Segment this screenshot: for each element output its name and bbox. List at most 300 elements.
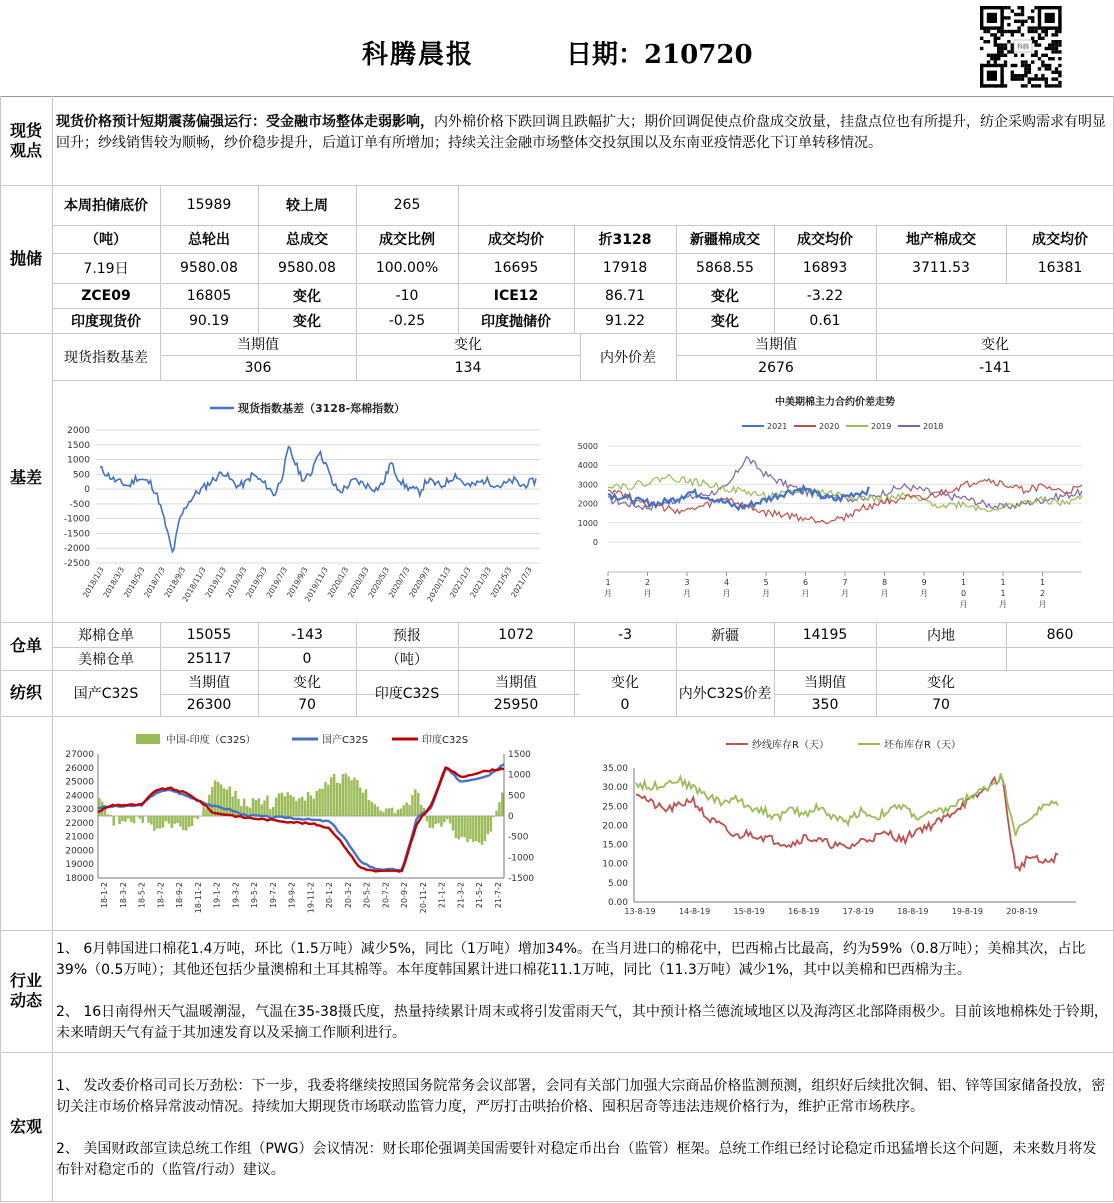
india-reserve-value: 91.22: [604, 312, 646, 329]
diff-bar: [272, 807, 274, 816]
x-tick-label: 18-9-2: [175, 882, 185, 909]
diff-bar: [495, 811, 497, 816]
x-tick-label: 8 月: [880, 578, 889, 598]
x-tick-label: 19-8-19: [951, 907, 984, 916]
x-tick-label: 6 月: [801, 578, 810, 598]
xinjiang-value: 14195: [802, 626, 848, 643]
qr-module: [1048, 43, 1051, 46]
qr-module: [1024, 64, 1027, 67]
reserve-3128: 17918: [602, 260, 648, 276]
reserve-total-out-header: 总轮出: [188, 232, 230, 248]
diff-bar: [292, 797, 294, 816]
diff-bar: [368, 800, 370, 816]
qr-logo-text: 科腾: [1016, 44, 1030, 51]
reserve-avg-price: 16695: [493, 260, 539, 276]
qr-module: [1028, 81, 1031, 84]
diff-bar: [179, 816, 181, 827]
x-tick-label: 9 月: [920, 578, 928, 598]
x-tick-label: 21-1-2: [437, 882, 447, 909]
qr-module: [1051, 43, 1054, 46]
reserve-local-deal: 3711.53: [912, 260, 970, 276]
industry-news-2: 2、 16日南得州天气温暖潮湿，气温在35-38摄氏度，热量持续累计周末或将引发雷雨天气，其中预计格兰德流域地区以及海湾区北部降雨极少。目前该地棉株处于铃期，未来晴朗天气有益于其加速发育以及采摘工作顺利进行。: [56, 1004, 1108, 1041]
y-tick-label: -500: [69, 499, 90, 510]
qr-module: [1051, 57, 1054, 60]
x-tick-label: 21-5-2: [475, 882, 485, 909]
qr-module: [1024, 71, 1027, 74]
qr-module: [1011, 33, 1014, 36]
diff-bar: [437, 816, 439, 823]
diff-bar: [260, 804, 262, 816]
diff-bar: [110, 815, 112, 816]
diff-bar: [194, 816, 196, 818]
diff-bar: [440, 816, 442, 827]
qr-module: [1055, 77, 1058, 80]
spot-view-body: 内外棉价格下跌回调且跌幅扩大；期价回调促使点价盘成交放量，挂盘点位也有所提升，纺企采购需求有明显回升；纱线销售较为顺畅，纱价稳步提升，后道订单有所增加；持续关注金融市场整体交投氛围以及东南亚疫情恶化下订单转移情况。: [56, 114, 1106, 151]
qr-module: [990, 57, 993, 60]
x-tick-label: 20-8-19: [1006, 907, 1038, 916]
domestic-c32s-change-header: 变化: [293, 675, 321, 691]
qr-module: [990, 33, 993, 36]
y-tick-label: 500: [72, 470, 90, 481]
x-tick-label: 19-1-2: [212, 882, 222, 909]
qr-module: [1000, 47, 1003, 50]
x-tick-label: 1 月: [604, 578, 612, 598]
domestic-c32s-change: 70: [298, 697, 316, 713]
x-tick-label: 2021/3/3: [468, 565, 493, 600]
diff-bar: [455, 816, 457, 838]
x-tick-label: 2021/1/3: [447, 565, 473, 600]
section-label-basis: 基差: [9, 467, 42, 487]
qr-module: [1045, 67, 1048, 70]
diff-bar: [324, 782, 326, 816]
diff-bar: [400, 809, 402, 816]
diff-bar: [350, 780, 352, 816]
diff-bar: [147, 816, 149, 823]
diff-bar: [107, 814, 109, 816]
india-c32s-value: 25950: [493, 697, 539, 713]
diff-bar: [200, 816, 202, 817]
diff-bar: [191, 816, 193, 826]
spread-series-2019: [608, 474, 1082, 511]
qr-module: [1045, 54, 1048, 57]
qr-module: [1038, 37, 1041, 40]
qr-module: [1017, 13, 1020, 16]
reserve-total-deal: 9580.08: [278, 260, 336, 276]
y2-tick-label: 0: [508, 812, 514, 822]
x-tick-label: 2019/11/3: [302, 565, 330, 604]
qr-module: [1004, 6, 1007, 9]
qr-finder-core: [1045, 13, 1055, 23]
diff-bar: [379, 811, 381, 816]
qr-finder-core: [987, 71, 997, 81]
qr-module: [1014, 74, 1017, 77]
qr-module: [994, 60, 997, 63]
qr-module: [1034, 84, 1037, 87]
diff-bar: [284, 796, 286, 816]
legend-label-basis: 现货指数基差（3128-郑棉指数）: [238, 402, 406, 415]
c32s-chart: [56, 722, 535, 927]
india-reserve-label: 印度抛储价: [481, 313, 551, 330]
diff-bar: [385, 808, 387, 816]
diff-bar: [150, 816, 152, 825]
reserve-3128-header: 折3128: [598, 232, 652, 248]
qr-module: [1014, 30, 1017, 33]
diff-bar: [434, 816, 436, 824]
x-tick-label: 2021/7/3: [509, 565, 534, 600]
y2-tick-label: 500: [508, 791, 526, 802]
reserve-deal-ratio: 100.00%: [375, 260, 439, 276]
legend-label: 国产C32S: [322, 735, 369, 746]
india-c32s-change-header: 变化: [611, 675, 639, 691]
diff-bar: [121, 816, 123, 821]
qr-module: [994, 57, 997, 60]
qr-module: [1028, 71, 1031, 74]
diff-bar: [359, 788, 361, 816]
qr-module: [1058, 43, 1061, 46]
diff-bar: [298, 798, 300, 816]
c32s-spread-label: 内外C32S价差: [678, 686, 772, 702]
diff-bar: [327, 785, 329, 816]
x-tick-label: 2018/11/3: [180, 565, 208, 604]
diff-bar: [156, 816, 158, 828]
reserve-local-avg: 16381: [1037, 260, 1083, 276]
qr-module: [1038, 43, 1041, 46]
qr-module: [1034, 74, 1037, 77]
qr-module: [1000, 33, 1003, 36]
qr-module: [987, 40, 990, 43]
qr-module: [1014, 54, 1017, 57]
y-tick-label: 0.00: [607, 898, 628, 908]
qr-module: [1038, 77, 1041, 80]
qr-module: [1014, 64, 1017, 67]
x-tick-label: 18-8-19: [897, 907, 929, 916]
qr-module: [1055, 71, 1058, 74]
c32s-spread-current-header: 当期值: [804, 675, 846, 691]
forecast-value: 1072: [498, 626, 534, 643]
qr-module: [1055, 84, 1058, 87]
x-tick-label: 1 1 月: [999, 578, 1007, 609]
qr-module: [994, 43, 997, 46]
diff-bar: [490, 816, 492, 832]
qr-module: [1051, 71, 1054, 74]
qr-finder-core: [987, 13, 997, 23]
x-tick-label: 2020/9/3: [407, 565, 432, 600]
qr-module: [1007, 50, 1010, 53]
diff-bar: [162, 816, 164, 828]
india-spot-change-label: 变化: [293, 313, 321, 330]
y-tick-label: 26000: [65, 763, 94, 774]
diff-bar: [408, 805, 410, 816]
qr-module: [1055, 67, 1058, 70]
section-label-warehouse: 仓单: [9, 636, 42, 655]
diff-bar: [376, 807, 378, 816]
qr-module: [1031, 77, 1034, 80]
x-tick-label: 1 2 月: [1038, 578, 1047, 609]
reserve-total-deal-header: 总成交: [286, 232, 328, 248]
qr-module: [1058, 71, 1061, 74]
legend-label: 2018: [923, 422, 944, 431]
qr-module: [1031, 54, 1034, 57]
ice12-label: ICE12: [493, 287, 539, 304]
basis-change-value: 134: [454, 359, 482, 376]
qr-module: [1055, 47, 1058, 50]
diff-bar: [255, 800, 257, 816]
reserve-vs-last-week-label: 较上周: [286, 198, 328, 214]
zce09-change: -10: [395, 287, 419, 304]
diff-bar: [287, 792, 289, 816]
x-tick-label: 21-7-2: [494, 882, 503, 909]
legend-label: 中国-印度（C32S）: [166, 735, 256, 746]
reserve-local-avg-header: 成交均价: [1032, 232, 1088, 248]
x-tick-label: 2 月: [643, 578, 652, 598]
basis-change-header: 变化: [454, 337, 482, 353]
forecast-unit: （吨）: [386, 651, 428, 668]
qr-module: [1007, 16, 1010, 19]
ice12-change: -3.22: [806, 287, 844, 304]
reserve-deal-ratio-header: 成交比例: [379, 232, 435, 248]
us-warehouse-change: 0: [302, 650, 312, 667]
y-tick-label: 24000: [65, 791, 94, 802]
qr-module: [1041, 64, 1044, 67]
qr-module: [1034, 77, 1037, 80]
qr-module: [1045, 77, 1048, 80]
spread-series-2020: [608, 479, 1082, 524]
qr-module: [1058, 74, 1061, 77]
y-tick-label: 30.00: [602, 783, 628, 794]
x-tick-label: 19-7-2: [268, 882, 278, 909]
qr-module: [1028, 26, 1031, 29]
legend-label: 坯布库存R（天）: [884, 740, 961, 751]
qr-module: [987, 60, 990, 63]
qr-module: [1004, 54, 1007, 57]
diff-bar: [382, 812, 384, 816]
legend-label: 2020: [819, 422, 840, 431]
legend-label: 2021: [767, 422, 788, 431]
diff-bar: [353, 778, 355, 816]
qr-module: [1028, 16, 1031, 19]
qr-module: [983, 30, 986, 33]
qr-module: [1011, 9, 1014, 12]
reserve-xinjiang-avg: 16893: [802, 260, 848, 276]
diff-bar: [171, 816, 173, 828]
x-tick-label: 20-5-2: [362, 882, 372, 909]
qr-module: [1058, 57, 1061, 60]
x-tick-label: 4 月: [722, 578, 731, 598]
diff-bar: [443, 816, 445, 822]
y-tick-label: 10.00: [602, 859, 628, 870]
y-tick-label: 18000: [65, 874, 94, 884]
diff-bar: [168, 816, 170, 824]
x-tick-label: 20-11-2: [418, 882, 428, 914]
x-tick-label: 2019/7/3: [264, 565, 290, 600]
qr-module: [1017, 30, 1020, 33]
macro-news-1: 1、 发改委价格司司长万劲松：下一步，我委将继续按照国务院常务会议部署，会同有关部门加强大宗商品价格监测预测，组织好后续批次铜、铝、锌等国家储备投放，密切关注市场价格异常波动情况。持续加大期现货市场联动监管力度，严厉打击哄抬价格、囤积居奇等违法违规价格行为，维护正常市场秩序。: [56, 1078, 1106, 1115]
ice12-change-label: 变化: [711, 288, 739, 305]
zce09-value: 16805: [186, 287, 232, 304]
diff-bar: [176, 816, 178, 823]
qr-module: [1017, 6, 1020, 9]
domestic-c32s-label: 国产C32S: [73, 686, 139, 702]
report-date: 日期：210720: [566, 40, 753, 70]
qr-module: [1051, 77, 1054, 80]
diff-bar: [304, 801, 306, 816]
diff-bar: [217, 782, 219, 816]
y-tick-label: 0: [592, 538, 598, 547]
diff-bar: [142, 816, 144, 823]
c32s-spread-change: 70: [932, 697, 950, 713]
qr-module: [997, 50, 1000, 53]
qr-module: [1021, 60, 1024, 63]
qr-module: [1055, 40, 1058, 43]
diff-bar: [220, 784, 222, 816]
qr-module: [1058, 84, 1061, 87]
forecast-label: 预报: [393, 627, 421, 644]
qr-module: [1021, 9, 1024, 12]
qr-module: [1038, 57, 1041, 60]
diff-bar: [330, 777, 332, 816]
y-tick-label: 4000: [577, 461, 598, 471]
qr-module: [1011, 43, 1014, 46]
y-tick-label: -1500: [63, 529, 90, 540]
diff-bar: [295, 801, 297, 816]
qr-module: [1041, 54, 1044, 57]
diff-bar: [345, 774, 347, 816]
qr-module: [1031, 20, 1034, 23]
diff-bar: [159, 816, 161, 828]
qr-module: [1051, 50, 1054, 53]
x-tick-label: 7 月: [841, 578, 849, 598]
qr-module: [1055, 43, 1058, 46]
x-tick-label: 2020/3/3: [346, 565, 371, 600]
qr-module: [1004, 30, 1007, 33]
diff-bar: [188, 816, 190, 827]
basis-current-value: 306: [244, 359, 272, 376]
reserve-date: 7.19日: [83, 261, 129, 277]
qr-module: [1045, 30, 1048, 33]
qr-module: [1031, 37, 1034, 40]
x-tick-label: 2019/1/3: [203, 565, 229, 600]
domestic-c32s-current-header: 当期值: [188, 675, 230, 691]
qr-module: [1034, 30, 1037, 33]
qr-module: [1021, 77, 1024, 80]
qr-module: [1041, 60, 1044, 63]
x-tick-label: 14-8-19: [678, 907, 711, 916]
diff-bar: [269, 809, 271, 816]
qr-module: [1028, 64, 1031, 67]
y-tick-label: 3000: [577, 480, 598, 490]
ice12-value: 86.71: [604, 287, 646, 304]
diff-bar: [458, 816, 460, 839]
india-c32s-label: 印度C32S: [374, 686, 440, 702]
x-tick-label: 16-8-19: [788, 907, 820, 916]
diff-bar: [197, 816, 199, 819]
diff-bar: [281, 793, 283, 816]
diff-bar: [182, 816, 184, 830]
diff-bar: [411, 795, 413, 816]
diff-bar: [113, 816, 115, 826]
x-tick-label: 2020/5/3: [366, 565, 392, 600]
x-tick-label: 19-9-2: [287, 882, 297, 909]
x-tick-label: 19-11-2: [306, 882, 316, 914]
qr-module: [1014, 77, 1017, 80]
qr-module: [1038, 84, 1041, 87]
page-title: 科腾晨报: [362, 40, 475, 70]
qr-module: [994, 33, 997, 36]
diff-bar: [371, 802, 373, 816]
diff-bar: [405, 803, 407, 816]
diff-bar: [127, 816, 129, 819]
diff-bar: [469, 816, 471, 839]
section-label-textile: 纺织: [9, 683, 42, 702]
qr-module: [1007, 40, 1010, 43]
xinjiang-label: 新疆: [711, 627, 739, 644]
qr-module: [1028, 77, 1031, 80]
y-tick-label: -1000: [63, 514, 90, 525]
diff-bar: [414, 789, 416, 816]
reserve-base-price-label: 本周拍储底价: [64, 198, 148, 214]
qr-module: [1034, 6, 1037, 9]
x-tick-label: 2019/9/3: [284, 565, 310, 600]
zce09-change-label: 变化: [293, 288, 321, 305]
qr-module: [1011, 74, 1014, 77]
diff-bar: [173, 816, 175, 824]
section-label-reserve: 抛储: [9, 249, 42, 268]
x-tick-label: 2020/7/3: [386, 565, 412, 600]
qr-module: [1034, 54, 1037, 57]
diff-bar: [374, 804, 376, 816]
y2-tick-label: -500: [508, 832, 529, 843]
qr-module: [1028, 67, 1031, 70]
diff-bar: [118, 816, 120, 824]
y-tick-label: 2000: [577, 499, 598, 509]
x-tick-label: 20-7-2: [381, 882, 391, 909]
inland-label: 内地: [927, 627, 955, 644]
qr-module: [1034, 43, 1037, 46]
qr-module: [1014, 20, 1017, 23]
qr-module: [1031, 60, 1034, 63]
diff-bar: [394, 813, 396, 816]
qr-module: [1021, 54, 1024, 57]
x-tick-label: 19-3-2: [231, 882, 241, 909]
diff-bar: [492, 816, 494, 817]
x-tick-label: 15-8-19: [733, 907, 765, 916]
qr-module: [1011, 77, 1014, 80]
diff-bar: [185, 816, 187, 831]
qr-module: [1017, 77, 1020, 80]
qr-module: [1024, 20, 1027, 23]
qr-module: [1051, 84, 1054, 87]
zce-warehouse-change: -143: [291, 626, 323, 643]
y-tick-label: 0: [84, 485, 90, 496]
reserve-vs-last-week: 265: [393, 197, 421, 213]
qr-module: [1021, 33, 1024, 36]
industry-news-1: 1、 6月韩国进口棉花1.4万吨，环比（1.5万吨）减少5%，同比（1万吨）增加34%。在当月进口的棉花中，巴西棉占比最高，约为59%（0.8万吨）；美棉其次，占比39%（0.5万吨）；其他还包括少量澳棉和土耳其棉等。本年度韩国累计进口棉花11.1万吨，同比（11.3万吨）减少1%，其中以美棉和巴西棉为主。: [56, 941, 1086, 978]
x-tick-label: 1 0 月: [959, 578, 968, 609]
y-tick-label: 1500: [67, 440, 90, 451]
x-tick-label: 2019/5/3: [244, 565, 269, 600]
diff-bar: [501, 793, 503, 816]
qr-module: [994, 40, 997, 43]
inventory-chart: [596, 730, 1096, 925]
qr-module: [1055, 50, 1058, 53]
diff-bar: [310, 795, 312, 816]
qr-module: [1031, 30, 1034, 33]
qr-module: [1011, 50, 1014, 53]
qr-module: [1041, 37, 1044, 40]
qr-module: [980, 37, 983, 40]
diff-bar: [452, 816, 454, 830]
india-spot-value: 90.19: [188, 312, 230, 329]
